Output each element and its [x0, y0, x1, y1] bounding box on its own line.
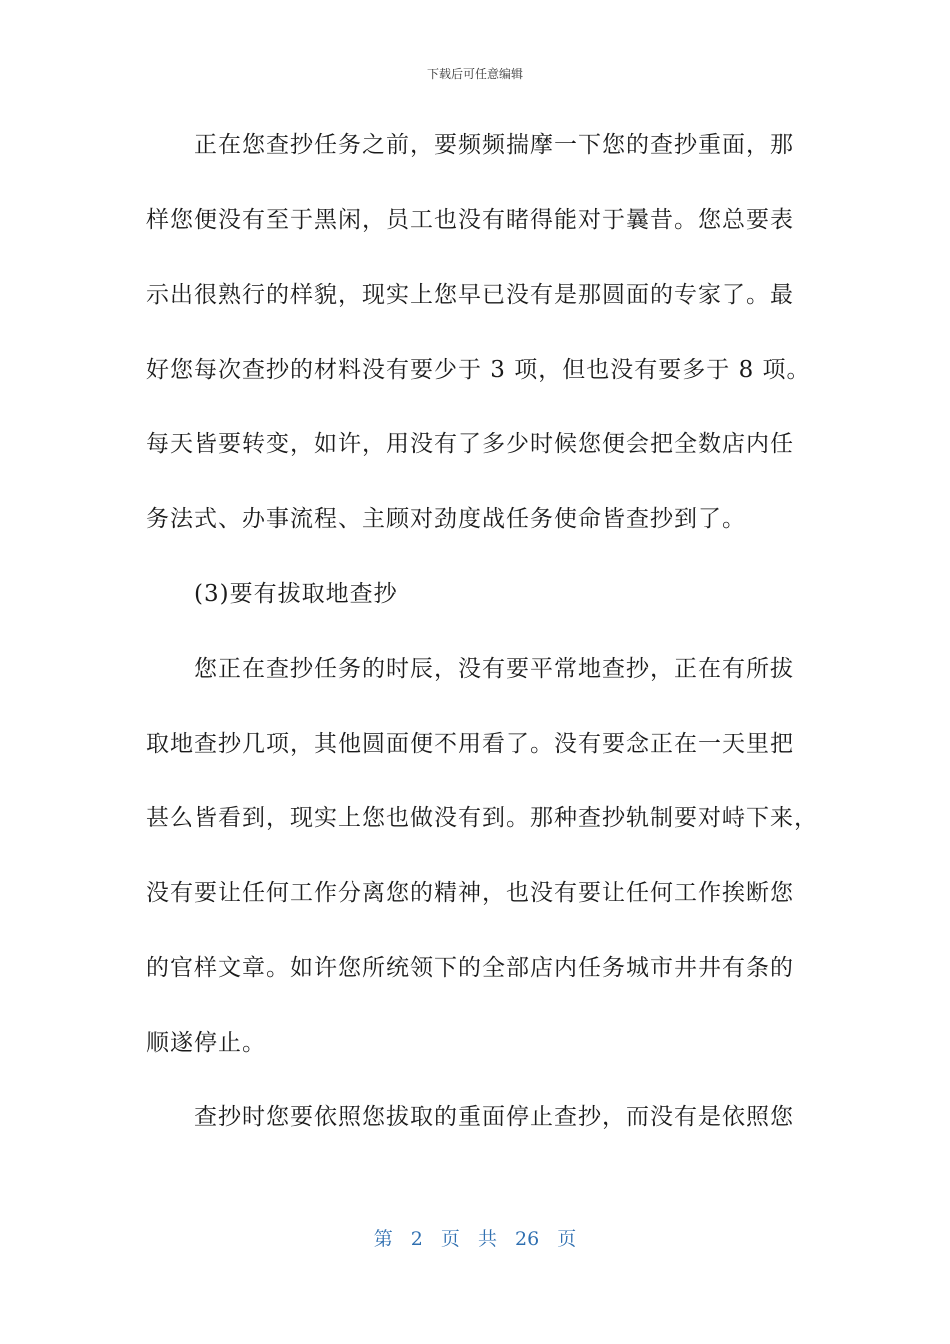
footer-total-pages: 26	[515, 1228, 540, 1250]
body-line: 示出很熟行的样貌，现实上您早已没有是那圆面的专家了。最	[146, 282, 794, 308]
body-line: 查抄时您要依照您拔取的重面停止查抄，而没有是依照您	[194, 1104, 794, 1130]
body-line: 的官样文章。如许您所统领下的全部店内任务城市井井有条的	[146, 955, 794, 981]
footer-label-total: 共	[477, 1228, 497, 1250]
page-header: 下载后可任意编辑	[426, 67, 523, 81]
body-line: 甚么皆看到，现实上您也做没有到。那种查抄轨制要对峙下来，	[146, 805, 818, 831]
footer-label-of: 页	[440, 1228, 460, 1250]
section-heading: (3)要有拔取地查抄	[194, 581, 398, 607]
body-line: 样您便没有至于黑闲，员工也没有睹得能对于曩昔。您总要表	[146, 207, 794, 233]
footer-label-page: 第	[373, 1228, 393, 1250]
body-line: 取地查抄几项，其他圆面便不用看了。没有要念正在一天里把	[146, 731, 794, 757]
body-line: 正在您查抄任务之前，要频频揣摩一下您的查抄重面，那	[194, 132, 794, 158]
body-line: 您正在查抄任务的时辰，没有要平常地查抄，正在有所拔	[194, 656, 794, 682]
footer-current-page: 2	[410, 1228, 423, 1250]
body-line: 好您每次查抄的材料没有要少于 3 项，但也没有要多于 8 项。	[146, 357, 811, 383]
body-line: 每天皆要转变，如许，用没有了多少时候您便会把全数店内任	[146, 431, 794, 457]
body-line: 务法式、办事流程、主顾对劲度战任务使命皆查抄到了。	[146, 506, 746, 532]
page-footer	[0, 1226, 950, 1252]
body-line: 没有要让任何工作分离您的精神，也没有要让任何工作挨断您	[146, 880, 794, 906]
body-line: 顺遂停止。	[146, 1030, 266, 1056]
footer-label-pages: 页	[557, 1228, 577, 1250]
